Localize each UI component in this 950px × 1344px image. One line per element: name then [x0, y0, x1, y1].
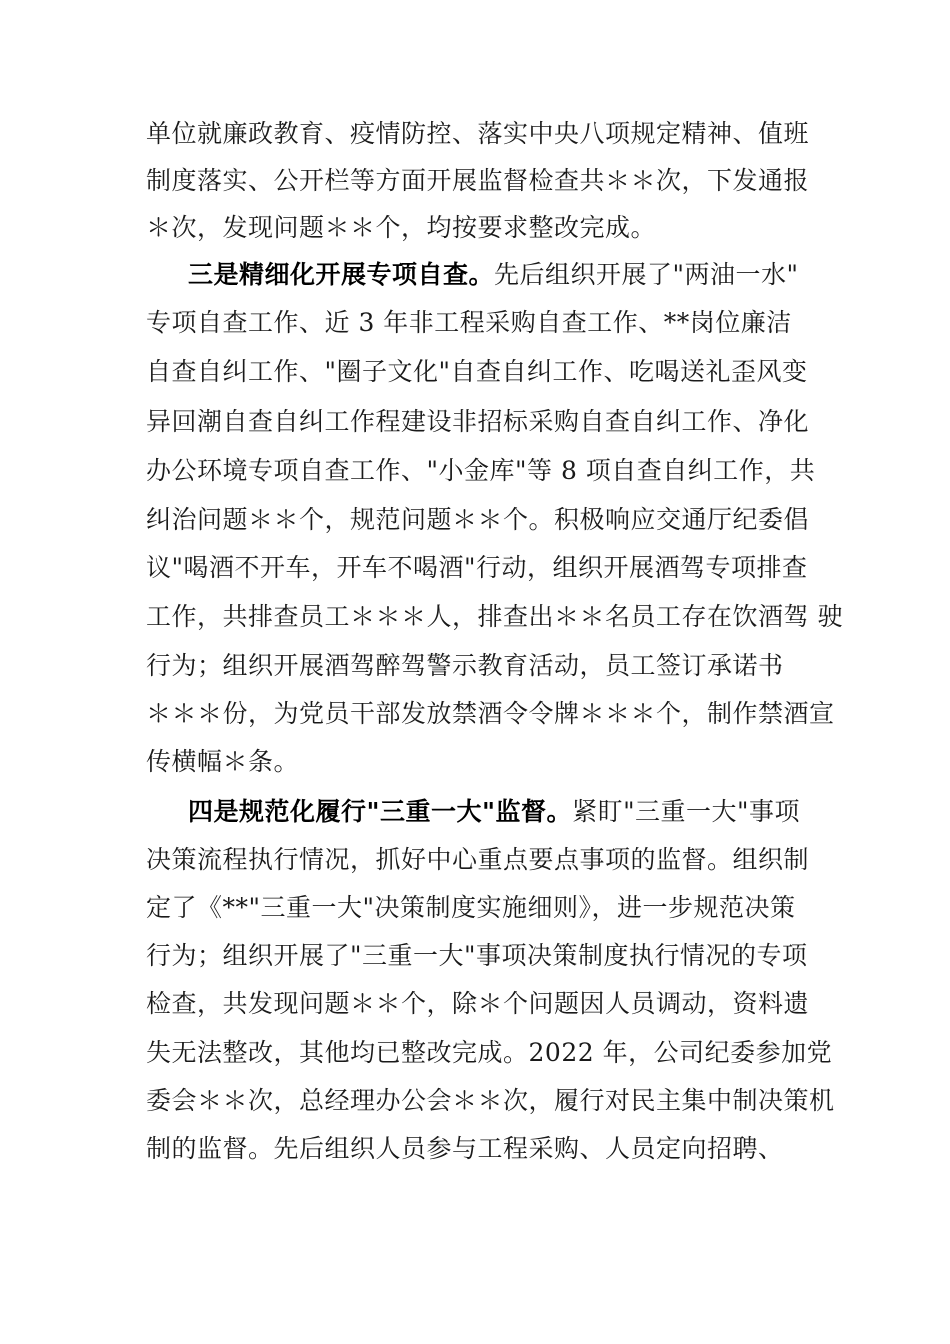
- paragraph-line: 定了《**"三重一大"决策制度实施细则》，进一步规范决策: [146, 893, 796, 922]
- section-four-heading: 四是规范化履行"三重一大"监督。: [188, 797, 573, 826]
- paragraph-line: 行为；组织开展了"三重一大"事项决策制度执行情况的专项: [146, 941, 808, 970]
- paragraph-line: 失无法整改，其他均已整改完成。2022 年，公司纪委参加党: [146, 1038, 833, 1067]
- paragraph-text: 先后组织开展了"两油一水": [494, 260, 799, 289]
- paragraph-line: 检查，共发现问题＊＊个，除＊个问题因人员调动，资料遗: [146, 989, 810, 1018]
- paragraph-text: 紧盯"三重一大"事项: [572, 797, 801, 826]
- paragraph-line: 办公环境专项自查工作、"小金库"等 8 项自查自纠工作，共: [146, 456, 816, 485]
- paragraph-line: 制度落实、公开栏等方面开展监督检查共＊＊次，下发通报: [146, 166, 810, 195]
- paragraph-line: 工作，共排查员工＊＊＊人，排查出＊＊名员工存在饮酒驾 驶: [146, 602, 843, 631]
- paragraph-line: 行为；组织开展酒驾醉驾警示教育活动，员工签订承诺书: [146, 651, 784, 680]
- paragraph-line: 单位就廉政教育、疫情防控、落实中央八项规定精神、值班: [146, 119, 810, 148]
- paragraph-line: 传横幅＊条。: [146, 747, 300, 776]
- paragraph-line: 议"喝酒不开车，开车不喝酒"行动，组织开展酒驾专项排查: [146, 553, 808, 582]
- paragraph-line: 自查自纠工作、"圈子文化"自查自纠工作、吃喝送礼歪风变: [146, 357, 808, 386]
- paragraph-line: 异回潮自查自纠工作程建设非招标采购自查自纠工作、净化: [146, 407, 810, 436]
- paragraph-line: 决策流程执行情况，抓好中心重点要点事项的监督。组织制: [146, 845, 810, 874]
- paragraph-line: ＊＊＊份，为党员干部发放禁酒令令牌＊＊＊个，制作禁酒宣: [146, 699, 835, 728]
- paragraph-line: 制的监督。先后组织人员参与工程采购、人员定向招聘、: [146, 1134, 784, 1163]
- paragraph-line: 纠治问题＊＊个，规范问题＊＊个。积极响应交通厅纪委倡: [146, 505, 810, 534]
- section-three-heading: 三是精细化开展专项自查。: [188, 260, 495, 289]
- section-three-heading-line: [188, 258, 799, 292]
- paragraph-line: 委会＊＊次，总经理办公会＊＊次，履行对民主集中制决策机: [146, 1086, 835, 1115]
- paragraph-line: ＊次，发现问题＊＊个，均按要求整改完成。: [146, 213, 657, 242]
- section-four-heading-line: [188, 795, 800, 829]
- paragraph-line: 专项自查工作、近 3 年非工程采购自查工作、**岗位廉洁: [146, 308, 792, 337]
